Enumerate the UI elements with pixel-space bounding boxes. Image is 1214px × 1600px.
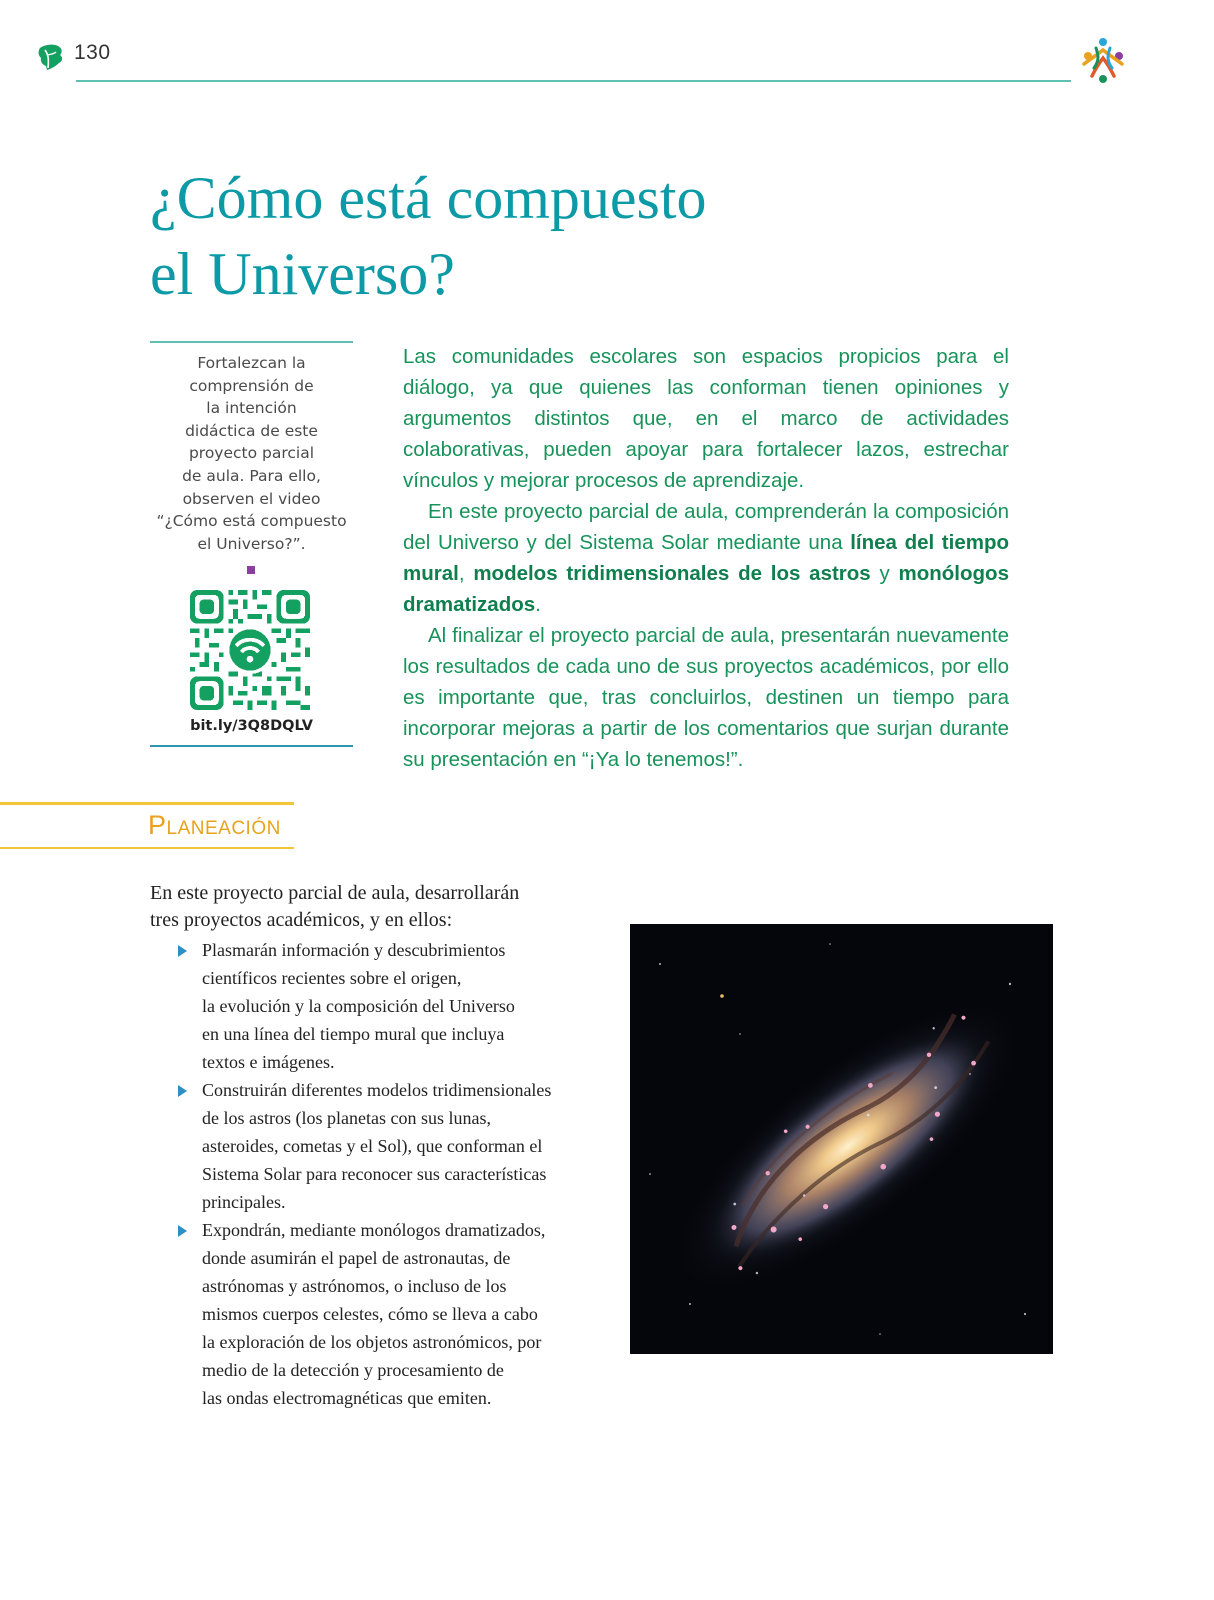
intro-paragraph-2: [403, 496, 1009, 620]
intro-text: [403, 341, 1009, 775]
bullet-line: mismos cuerpos celestes, cómo se lleva a cabo: [202, 1304, 538, 1324]
sidebar-note: [150, 352, 353, 555]
qr-url[interactable]: bit.ly/3Q8DQLV: [190, 718, 313, 734]
section-rule-bottom: [0, 847, 294, 849]
planning-bullet-list: [178, 936, 608, 1412]
bullet-line: la evolución y la composición del Universo: [202, 996, 515, 1016]
sidebar-note-line: el Universo?”.: [197, 534, 306, 553]
sidebar-marker: [247, 566, 255, 574]
intro-text-run: y: [870, 562, 899, 585]
bullet-line: Construirán diferentes modelos tridimensionales: [202, 1080, 552, 1100]
sidebar-note-line: didáctica de este: [185, 421, 318, 440]
intro-paragraph-1: Las comunidades escolares son espacios propicios para el diálogo, ya que quienes las conforman tienen opiniones y argumentos distintos que, en el marco de actividades colaborativas, pueden apoyar para fortalecer lazos, estrechar vínculos y mejorar procesos de aprendizaje.: [403, 345, 1009, 492]
bullet-line: Sistema Solar para reconocer sus características: [202, 1164, 547, 1184]
sidebar-top-rule: [150, 341, 353, 343]
bullet-line: en una línea del tiempo mural que incluya: [202, 1024, 505, 1044]
bullet-line: Expondrán, mediante monólogos dramatizados,: [202, 1220, 546, 1240]
planning-intro-line: tres proyectos académicos, y en ellos:: [150, 909, 453, 931]
bullet-line: Plasmarán información y descubrimientos: [202, 940, 506, 960]
bullet-line: principales.: [202, 1192, 286, 1212]
bullet-line: científicos recientes sobre el origen,: [202, 968, 462, 988]
sidebar-note-line: “¿Cómo está compuesto: [156, 512, 347, 531]
bullet-line: de los astros (los planetas con sus lunas,: [202, 1108, 491, 1128]
sidebar-note-line: de aula. Para ello,: [182, 466, 321, 485]
qr-code[interactable]: [190, 590, 310, 710]
list-item: [178, 1216, 608, 1412]
decorative-figures-icon: [1078, 36, 1128, 86]
intro-bold-term: monólogos dramatizados: [403, 562, 1009, 616]
wifi-icon: [226, 626, 274, 674]
list-item: [178, 1076, 608, 1216]
intro-bold-term: línea del tiempo mural: [403, 531, 1009, 585]
bullet-line: donde asumirán el papel de astronautas, de: [202, 1248, 511, 1268]
galaxy-image: [630, 924, 1053, 1354]
leaf-icon: [36, 42, 66, 72]
bullet-arrow-icon: [178, 945, 187, 957]
page-title: [150, 160, 1050, 312]
sidebar-note-line: comprensión de: [189, 376, 314, 395]
intro-text-run: En este proyecto parcial de aula, comprenderán la composición del Universo y del Sistema Solar mediante una: [403, 500, 1009, 554]
bullet-line: la exploración de los objetos astronómicos, por: [202, 1332, 542, 1352]
intro-bold-term: modelos tridimensionales de los astros: [473, 562, 871, 585]
title-line-1: ¿Cómo está compuesto: [150, 165, 707, 231]
sidebar-note-line: observen el video: [182, 489, 321, 508]
bullet-line: medio de la detección y procesamiento de: [202, 1360, 504, 1380]
bullet-line: astrónomas y astrónomos, o incluso de los: [202, 1276, 507, 1296]
section-rule-top: [0, 802, 294, 805]
sidebar-note-line: proyecto parcial: [188, 444, 315, 463]
intro-text-run: ,: [458, 562, 474, 585]
title-line-2: el Universo?: [150, 241, 455, 307]
planning-intro-line: En este proyecto parcial de aula, desarrollarán: [150, 882, 520, 904]
page-number: 130: [74, 41, 111, 64]
sidebar-note-line: Fortalezcan la: [197, 354, 306, 372]
header-rule: [76, 80, 1071, 82]
list-item: [178, 936, 608, 1076]
bullet-arrow-icon: [178, 1085, 187, 1097]
bullet-line: asteroides, cometas y el Sol), que conforman el: [202, 1136, 543, 1156]
bullet-line: textos e imágenes.: [202, 1052, 335, 1072]
bullet-arrow-icon: [178, 1225, 187, 1237]
planning-intro: [150, 880, 590, 934]
intro-paragraph-3: Al finalizar el proyecto parcial de aula, presentarán nuevamente los resultados de cada uno de sus proyectos académicos, por ello es importante que, tras concluirlos, destinen un tiempo para incorporar mejoras a partir de los comentarios que surjan durante su presentación en “¡Ya lo tenemos!”.: [403, 624, 1009, 771]
sidebar-bottom-rule: [150, 745, 353, 747]
bullet-line: las ondas electromagnéticas que emiten.: [202, 1388, 492, 1408]
sidebar-note-line: la intención: [206, 399, 297, 418]
intro-text-run: .: [535, 593, 541, 616]
section-heading: Planeación: [148, 810, 281, 840]
